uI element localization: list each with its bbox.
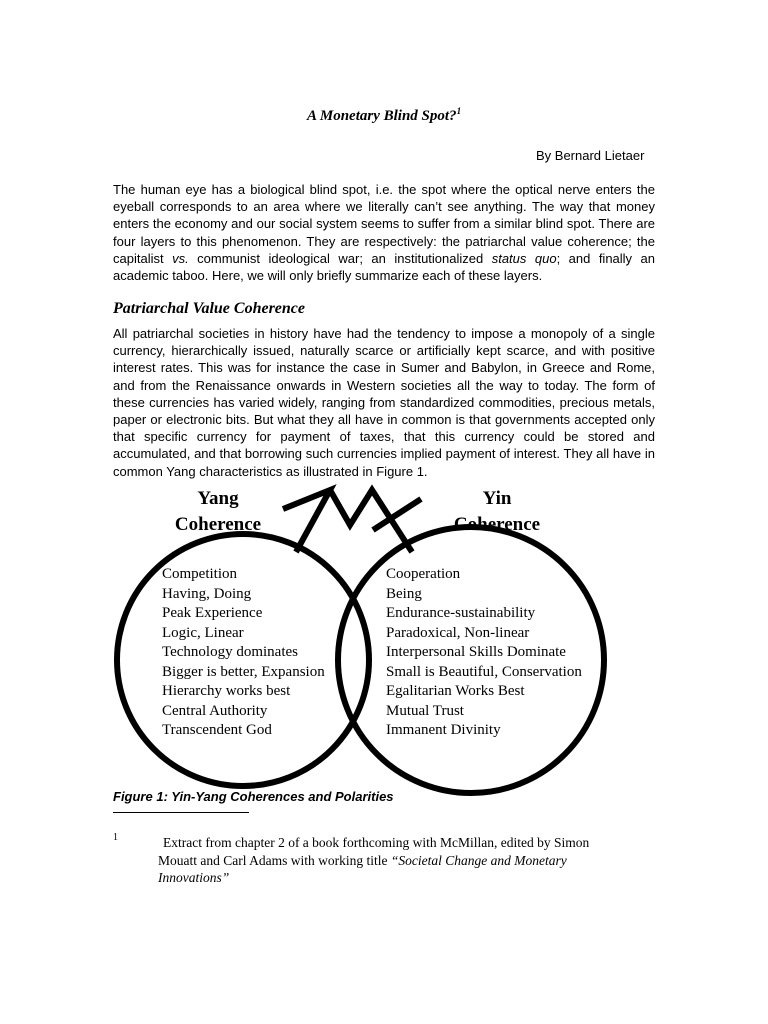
footnote-mark: 1	[113, 832, 118, 843]
yin-title-line2: Coherence	[453, 514, 541, 535]
list-item: Mutual Trust	[386, 702, 464, 719]
list-item: Competition	[162, 566, 237, 582]
footnote-line1: Extract from chapter 2 of a book forthcoming with McMillan, edited by Simon	[163, 835, 590, 850]
list-item: Small is Beautiful, Conservation	[386, 663, 582, 680]
intro-text-1: The human eye has a biological blind spot, i.e. the spot where the optical nerve enters the eyeball corresponds to an area where we literally can’t see anything. The way that money enters the economy and our social system seems to suffer from a similar blind spot. There are four layers to this phenomenon. They are respectively: the patriarchal value coherence; the capitalist	[113, 182, 655, 266]
list-item: Paradoxical, Non-linear	[386, 624, 530, 641]
list-item: Hierarchy works best	[162, 683, 291, 699]
footnote-work-title-cont: Innovations”	[158, 870, 230, 885]
intro-status-quo: status quo	[491, 250, 557, 266]
yin-yang-diagram	[0, 478, 768, 798]
yin-title	[437, 486, 557, 538]
list-item: Immanent Divinity	[386, 722, 501, 738]
yin-title-line1: Yin	[482, 488, 512, 509]
footnote-line2: Mouatt and Carl Adams with working title	[158, 852, 391, 868]
intro-paragraph	[113, 181, 655, 284]
list-item: Logic, Linear	[162, 624, 244, 641]
intro-vs: vs.	[172, 250, 189, 266]
body-paragraph: All patriarchal societies in history have had the tendency to impose a monopoly of a single currency, hierarchically issued, naturally scarce or artificially kept scarce, and with positive interest rates. This was for instance the case in Sumer and Babylon, in Greece and Rome, and from the Renaissance onwards in Western societies all the way to today. The form of these currencies has varied widely, ranging from standardized commodities, precious metals, paper or electronic bits. But what they all have in common is that governments accepted only that specific currency for payment of taxes, that this currency could be stored and accumulated, and that borrowing such currencies implied payment of interest. They all have in common Yang characteristics as illustrated in Figure 1.	[113, 326, 655, 479]
figure-caption: Figure 1: Yin-Yang Coherences and Polarities	[113, 789, 394, 804]
intro-text-2: communist ideological war; an institutionalized	[188, 250, 492, 266]
footnote-divider	[113, 812, 249, 813]
list-item: Having, Doing	[162, 585, 252, 602]
list-item: Peak Experience	[162, 605, 263, 621]
female-symbol	[330, 490, 412, 552]
title-text: A Monetary Blind Spot?	[306, 108, 457, 124]
list-item: Endurance-sustainability	[386, 605, 536, 621]
list-item: Interpersonal Skills Dominate	[386, 644, 566, 660]
intro-text-3: ; and finally an academic taboo. Here, we will only briefly summarize each of these layers.	[113, 250, 655, 284]
list-item: Being	[386, 585, 422, 602]
list-item: Egalitarian Works Best	[386, 683, 525, 699]
title-footnote-ref: 1	[456, 106, 462, 116]
footnote-text	[158, 834, 658, 887]
byline: By Bernard Lietaer	[536, 148, 645, 163]
list-item: Central Authority	[162, 702, 268, 719]
list-item: Cooperation	[386, 566, 461, 582]
yin-list	[386, 565, 582, 741]
list-item: Transcendent God	[162, 722, 272, 738]
yang-title-line1: Yang	[197, 488, 239, 509]
diagram-graphics	[0, 478, 768, 798]
yang-title	[158, 486, 278, 538]
yang-list	[162, 565, 325, 741]
footnote-work-title: “Societal Change and Monetary	[390, 852, 567, 868]
yang-title-line2: Coherence	[174, 514, 262, 535]
section-heading: Patriarchal Value Coherence	[113, 300, 306, 317]
list-item: Bigger is better, Expansion	[162, 663, 325, 680]
list-item: Technology dominates	[162, 644, 299, 660]
page-title	[0, 106, 768, 125]
